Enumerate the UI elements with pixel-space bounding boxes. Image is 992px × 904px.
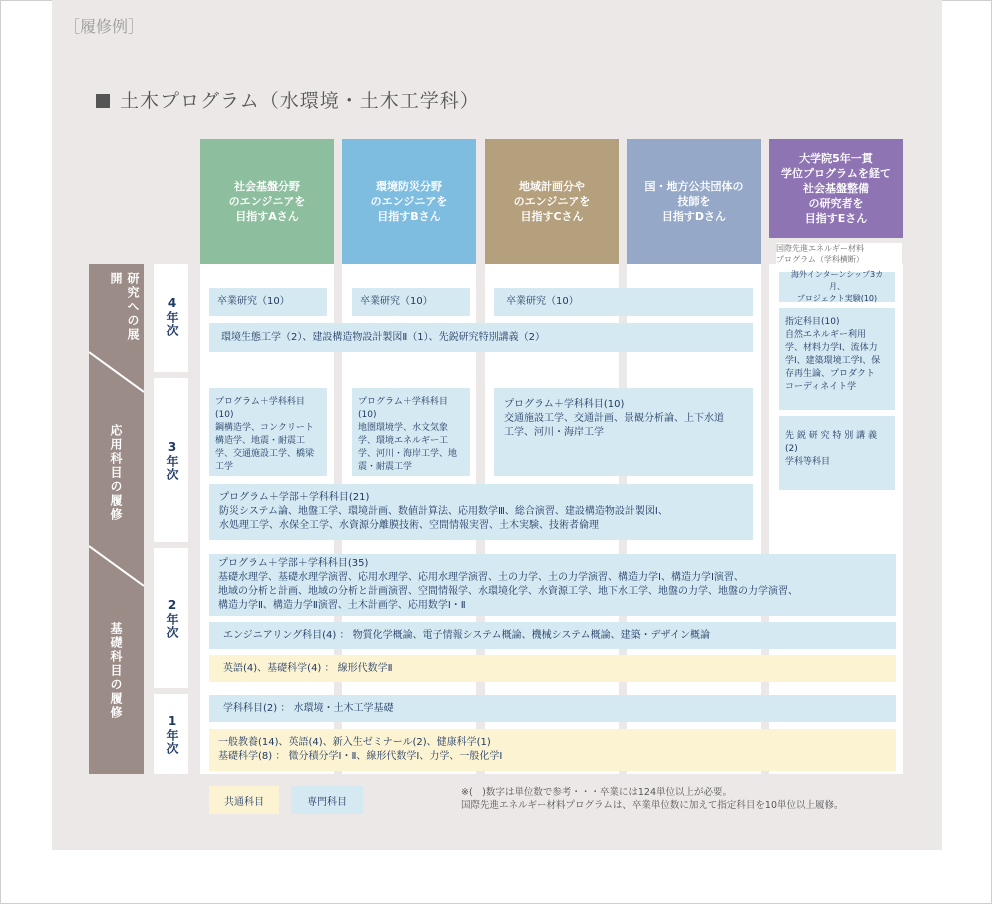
year3-program-cd — [494, 388, 753, 476]
engineering-courses — [209, 622, 896, 649]
program-title-text: 土木プログラム（水環境・土木工学科） — [120, 90, 480, 112]
year-4-label: 4年次 — [165, 296, 179, 337]
english-science-year2 — [209, 655, 896, 682]
energy-designated-text: 指定科目(10) 自然エネルギー利用 学、材料力学Ⅰ、流体力 学Ⅰ、建築環境工学Ⅰ、保 存再生論、プロダクト コーディネイト学 — [785, 317, 881, 392]
legend-common — [209, 786, 279, 814]
year-1-label: 1年次 — [165, 714, 179, 755]
advanced-lecture-text: 先 鋭 研 究 特 別 講 義 (2) 学科等科目 — [785, 431, 878, 467]
phase-basic: 基礎科目の履修 — [109, 622, 123, 720]
graduation-research-b-text: 卒業研究（10） — [360, 296, 433, 307]
graduation-research-a-text: 卒業研究（10） — [217, 296, 290, 307]
english-science-year2-text: 英語(4)、基礎科学(4) ： 線形代数学Ⅱ — [223, 662, 393, 674]
year3-program-b-text: プログラム＋学科科目(10) 地圏環境学、水文気象 学、環境エネルギー工 学、河川・海岸工学、地 震・耐震工学 — [358, 397, 458, 472]
advanced-lecture — [779, 416, 895, 490]
legend-common-text: 共通科目 — [224, 796, 264, 808]
year2-program-courses — [209, 554, 896, 616]
year4-common-courses — [209, 323, 753, 352]
year3-program-a — [209, 388, 327, 476]
section-label: ［履修例］ — [64, 17, 145, 36]
column-header-c: 地域計画分や のエンジニアを 目指すCさん — [485, 139, 619, 264]
year3-common-courses-text: プログラム＋学部＋学科科目(21) 防災システム論、地盤工学、環境計画、数値計算法、応用数学Ⅲ、総合演習、建設構造物設計製図Ⅰ、 水処理工学、水保全工学、水資源分離膜技術、空間情報実習、土木実験、技術者倫理 — [219, 492, 668, 531]
year-3-label: 3年次 — [165, 440, 179, 481]
year3-program-cd-text: プログラム＋学科科目(10) 交通施設工学、交通計画、景観分析論、上下水道 工学、河川・海岸工学 — [504, 399, 724, 438]
graduation-research-b — [352, 288, 470, 316]
graduation-research-cd-text: 卒業研究（10） — [506, 296, 579, 307]
column-header-d: 国・地方公共団体の 技師を 目指すDさん — [627, 139, 761, 264]
program-title — [96, 86, 480, 113]
general-education — [209, 729, 896, 771]
column-header-a: 社会基盤分野 のエンジニアを 目指すAさん — [200, 139, 334, 264]
graduation-research-a — [209, 288, 327, 316]
column-header-e: 大学院5年一貫 学位プログラムを経て 社会基盤整備 の研究者を 目指すEさん — [769, 139, 903, 238]
graduation-research-cd — [494, 288, 753, 316]
legend-specialized — [291, 786, 363, 814]
title-square-icon — [96, 94, 110, 108]
energy-internship — [779, 272, 895, 302]
year-2-label: 2年次 — [165, 598, 179, 639]
general-education-text: 一般教養(14)、英語(4)、新入生ゼミナール(2)、健康科学(1) 基礎科学(8) ： 微分積分学Ⅰ・Ⅱ、線形代数学Ⅰ、力学、一般化学Ⅰ — [218, 737, 503, 762]
column-header-b: 環境防災分野 のエンジニアを 目指すBさん — [342, 139, 476, 264]
department-basics — [209, 695, 896, 722]
engineering-courses-text: エンジニアリング科目(4) ： 物質化学概論、電子情報システム概論、機械システム概論、建築・デザイン概論 — [223, 629, 710, 641]
legend-specialized-text: 専門科目 — [307, 796, 347, 808]
energy-program-note: 国際先進エネルギー材料 プログラム（学科横断） — [776, 243, 902, 265]
energy-internship-text: 海外インターンシップ3カ月、 プロジェクト実験(10) — [790, 270, 884, 303]
year2-program-courses-text: プログラム＋学部＋学科科目(35) 基礎水理学、基礎水理学演習、応用水理学、応用水理学演習、土の力学、土の力学演習、構造力学Ⅰ、構造力学Ⅰ演習、 地域の分析と計画、地域の分析と計画演習、空間情報学、水環境化学、水資源工学、地下水工学、地盤の力学、地盤の力学演習、 構造力学Ⅱ、構造力学Ⅱ演習、土木計画学、応用数学Ⅰ・Ⅱ — [218, 558, 798, 611]
year3-program-b — [352, 388, 470, 476]
department-basics-text: 学科科目(2) ： 水環境・土木工学基礎 — [223, 702, 394, 714]
footnote: ※( )数字は単位数で参考・・・卒業には124単位以上が必要。 国際先進エネルギー材料プログラムは、卒業単位数に加えて指定科目を10単位以上履修。 — [461, 787, 844, 811]
energy-designated — [779, 308, 895, 410]
phase-research: 研究への展開 — [109, 272, 140, 342]
year3-program-a-text: プログラム＋学科科目(10) 鋼構造学、コンクリート 構造学、地震・耐震工 学、交通施設工学、橋梁 工学 — [215, 397, 315, 472]
phase-applied: 応用科目の履修 — [109, 424, 123, 522]
year4-common-courses-text: 環境生態工学（2）、建設構造物設計製図Ⅱ（1）、先鋭研究特別講義（2） — [221, 331, 546, 343]
year3-common-courses — [209, 484, 753, 540]
